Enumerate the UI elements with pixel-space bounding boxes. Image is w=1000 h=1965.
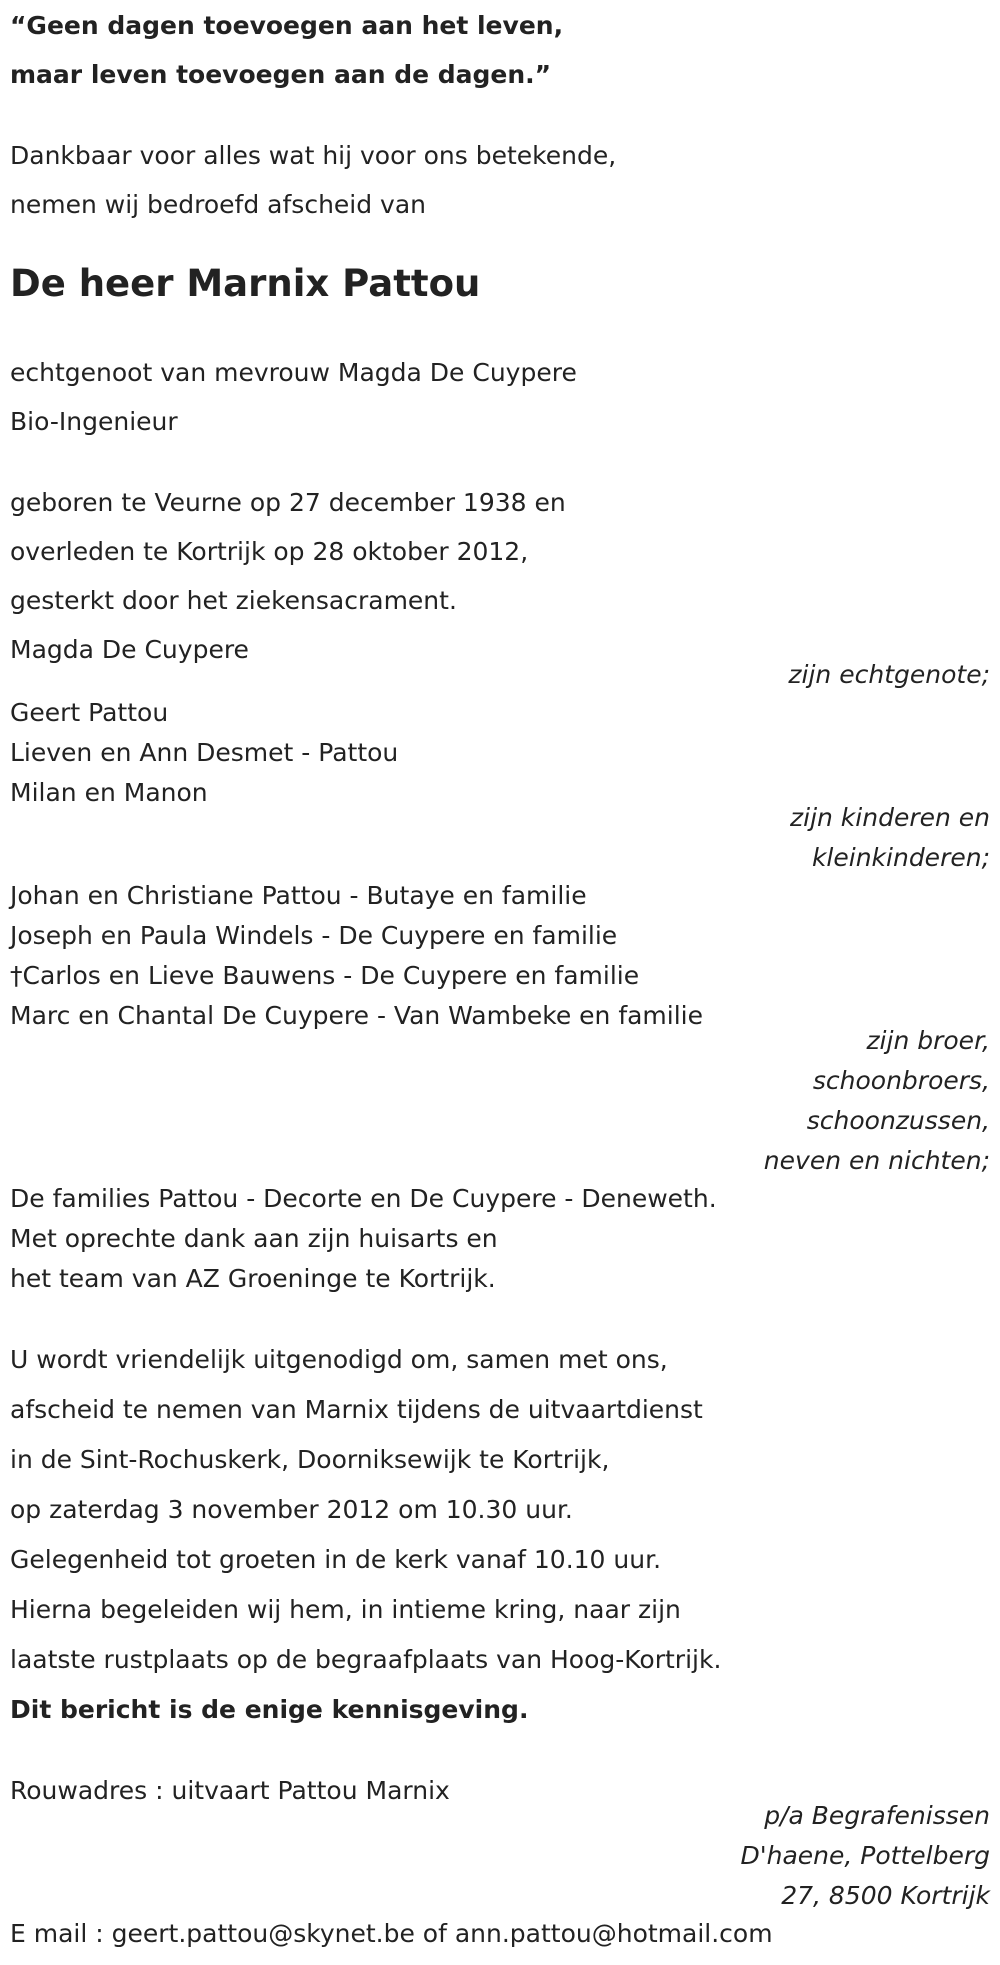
siblings-relation-3: schoonzussen, <box>806 1106 990 1135</box>
invitation-line-2: afscheid te nemen van Marnix tijdens de uitvaartdienst <box>10 1395 703 1424</box>
invitation-line-4: op zaterdag 3 november 2012 om 10.30 uur. <box>10 1495 573 1524</box>
child-name-1: Geert Pattou <box>10 698 169 727</box>
life-line-1: geboren te Veurne op 27 december 1938 en <box>10 488 566 517</box>
invitation-line-1: U wordt vriendelijk uitgenodigd om, samen met ons, <box>10 1345 668 1374</box>
life-line-3: gesterkt door het ziekensacrament. <box>10 586 457 615</box>
profession: Bio-Ingenieur <box>10 407 178 436</box>
quote-line-1: “Geen dagen toevoegen aan het leven, <box>10 11 564 40</box>
sibling-name-2: Joseph en Paula Windels - De Cuypere en familie <box>10 921 618 950</box>
address-label: Rouwadres : uitvaart Pattou Marnix <box>10 1776 450 1805</box>
intro-line-1: Dankbaar voor alles wat hij voor ons betekende, <box>10 141 617 170</box>
sibling-name-4: Marc en Chantal De Cuypere - Van Wambeke en familie <box>10 1001 704 1030</box>
child-name-2: Lieven en Ann Desmet - Pattou <box>10 738 399 767</box>
intro-line-2: nemen wij bedroefd afscheid van <box>10 190 427 219</box>
address-care-of-1: p/a Begrafenissen <box>764 1801 990 1830</box>
address-care-of-2: D'haene, Pottelberg <box>740 1841 990 1870</box>
thanks-line-2: het team van AZ Groeninge te Kortrijk. <box>10 1264 496 1293</box>
siblings-relation-4: neven en nichten; <box>763 1146 990 1175</box>
siblings-relation-1: zijn broer, <box>866 1026 990 1055</box>
sibling-name-3: †Carlos en Lieve Bauwens - De Cuypere en familie <box>10 961 640 990</box>
grandchildren-names: Milan en Manon <box>10 778 208 807</box>
address-care-of-3: 27, 8500 Kortrijk <box>781 1881 990 1910</box>
thanks-line-1: Met oprechte dank aan zijn huisarts en <box>10 1224 498 1253</box>
spouse-info: echtgenoot van mevrouw Magda De Cuypere <box>10 358 577 387</box>
invitation-line-3: in de Sint-Rochuskerk, Doorniksewijk te Kortrijk, <box>10 1445 610 1474</box>
invitation-line-7: laatste rustplaats op de begraafplaats van Hoog-Kortrijk. <box>10 1645 722 1674</box>
children-relation-2: kleinkinderen; <box>811 843 990 872</box>
sibling-name-1: Johan en Christiane Pattou - Butaye en familie <box>10 881 587 910</box>
email-line: E mail : geert.pattou@skynet.be of ann.pattou@hotmail.com <box>10 1919 773 1948</box>
life-line-2: overleden te Kortrijk op 28 oktober 2012, <box>10 537 529 566</box>
deceased-name: De heer Marnix Pattou <box>10 262 481 305</box>
siblings-relation-2: schoonbroers, <box>812 1066 990 1095</box>
invitation-line-5: Gelegenheid tot groeten in de kerk vanaf 10.10 uur. <box>10 1545 662 1574</box>
spouse-name: Magda De Cuypere <box>10 635 249 664</box>
notice-line: Dit bericht is de enige kennisgeving. <box>10 1695 529 1724</box>
quote-line-2: maar leven toevoegen aan de dagen.” <box>10 60 552 89</box>
invitation-line-6: Hierna begeleiden wij hem, in intieme kring, naar zijn <box>10 1595 681 1624</box>
spouse-relation: zijn echtgenote; <box>788 660 990 689</box>
families-line: De families Pattou - Decorte en De Cuypere - Deneweth. <box>10 1184 717 1213</box>
children-relation-1: zijn kinderen en <box>790 803 990 832</box>
